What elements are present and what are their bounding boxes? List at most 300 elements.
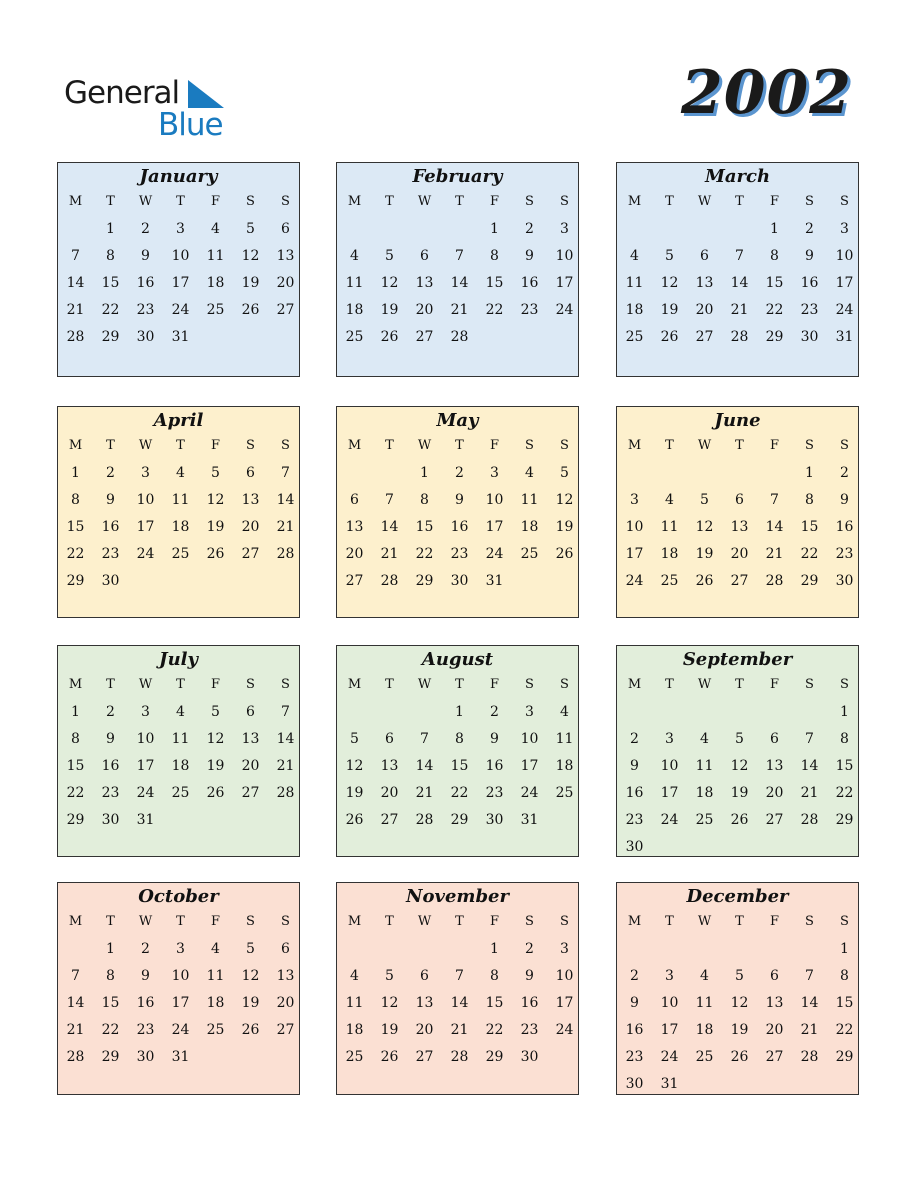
day-cell: 19 [380,302,399,318]
day-cell: 26 [241,1022,260,1038]
day-cell: 17 [625,546,644,562]
day-cell: 26 [241,302,260,318]
day-cell: 20 [276,995,295,1011]
day-cell: 17 [555,995,574,1011]
day-cell: 27 [276,1022,295,1038]
day-cell: 2 [525,221,534,237]
day-cell: 30 [625,1076,644,1092]
month-may [336,406,579,618]
day-cell: 18 [520,519,539,535]
weekday-label: T [106,438,115,453]
day-cell: 6 [770,731,779,747]
day-cell: 27 [380,812,399,828]
weekday-label: M [68,194,83,209]
day-cell: 15 [800,519,819,535]
day-cell: 20 [695,302,714,318]
day-cell: 27 [730,573,749,589]
day-cell: 3 [630,492,639,508]
weekday-label: S [805,914,814,929]
day-cell: 15 [835,758,854,774]
month-name: February [412,166,503,187]
weekday-label: S [840,914,849,929]
day-cell: 1 [770,221,779,237]
day-cell: 3 [560,941,569,957]
weekday-label: W [697,914,712,929]
day-cell: 24 [660,812,679,828]
month-july [57,645,300,857]
day-cell: 28 [276,546,295,562]
day-cell: 19 [555,519,574,535]
weekday-label: T [735,677,744,692]
day-cell: 29 [450,812,469,828]
day-cell: 7 [385,492,394,508]
day-cell: 10 [136,492,155,508]
weekday-label: W [138,914,153,929]
day-cell: 23 [800,302,819,318]
day-cell: 20 [765,1022,784,1038]
day-cell: 14 [66,275,85,291]
day-cell: 1 [490,221,499,237]
day-cell: 26 [660,329,679,345]
weekday-label: F [210,438,221,453]
weekday-label: S [525,194,534,209]
day-cell: 21 [276,519,295,535]
day-cell: 5 [700,492,709,508]
day-cell: 5 [211,465,220,481]
day-cell: 4 [350,968,359,984]
day-cell: 6 [246,465,255,481]
month-february [336,162,579,377]
day-cell: 4 [560,704,569,720]
month-name: March [704,166,771,187]
weekday-label: T [106,677,115,692]
weekday-label: S [525,438,534,453]
day-cell: 30 [101,573,120,589]
weekday-label: S [840,194,849,209]
day-cell: 1 [106,941,115,957]
day-cell: 25 [695,1049,714,1065]
day-cell: 25 [695,812,714,828]
weekday-label: M [347,438,362,453]
weekday-label: S [805,438,814,453]
weekday-label: F [210,914,221,929]
day-cell: 4 [525,465,534,481]
day-cell: 5 [735,731,744,747]
day-cell: 14 [415,758,434,774]
day-cell: 30 [800,329,819,345]
day-cell: 28 [730,329,749,345]
weekday-label: S [560,438,569,453]
weekday-label: S [281,677,290,692]
day-cell: 29 [800,573,819,589]
day-cell: 2 [525,941,534,957]
day-cell: 29 [835,1049,854,1065]
weekday-label: S [246,914,255,929]
day-cell: 13 [765,995,784,1011]
weekday-label: F [489,914,500,929]
day-cell: 27 [276,302,295,318]
day-cell: 7 [770,492,779,508]
day-cell: 9 [805,248,814,264]
day-cell: 10 [171,968,190,984]
day-cell: 9 [840,492,849,508]
day-cell: 31 [835,329,854,345]
day-cell: 2 [455,465,464,481]
day-cell: 6 [246,704,255,720]
day-cell: 10 [625,519,644,535]
logo-word-general: General [64,75,180,111]
day-cell: 23 [625,1049,644,1065]
day-cell: 9 [630,995,639,1011]
day-cell: 3 [525,704,534,720]
month-june [616,406,859,618]
day-cell: 10 [555,968,574,984]
day-cell: 29 [66,812,85,828]
day-cell: 2 [805,221,814,237]
day-cell: 1 [106,221,115,237]
day-cell: 10 [520,731,539,747]
weekday-label: F [769,438,780,453]
weekday-label: F [210,194,221,209]
day-cell: 8 [490,248,499,264]
day-cell: 31 [520,812,539,828]
day-cell: 18 [695,785,714,801]
weekday-label: M [627,438,642,453]
day-cell: 14 [66,995,85,1011]
day-cell: 22 [101,302,120,318]
day-cell: 28 [415,812,434,828]
day-cell: 28 [66,329,85,345]
month-january [57,162,300,377]
day-cell: 18 [171,758,190,774]
weekday-label: F [769,194,780,209]
day-cell: 12 [660,275,679,291]
day-cell: 7 [281,704,290,720]
day-cell: 18 [171,519,190,535]
day-cell: 2 [630,731,639,747]
day-cell: 3 [490,465,499,481]
day-cell: 28 [380,573,399,589]
day-cell: 22 [415,546,434,562]
day-cell: 25 [625,329,644,345]
day-cell: 13 [241,492,260,508]
day-cell: 26 [555,546,574,562]
weekday-label: W [697,677,712,692]
weekday-label: F [489,677,500,692]
weekday-label: S [281,194,290,209]
day-cell: 21 [415,785,434,801]
day-cell: 5 [385,248,394,264]
day-cell: 1 [805,465,814,481]
weekday-label: T [176,438,185,453]
day-cell: 2 [630,968,639,984]
day-cell: 26 [380,1049,399,1065]
day-cell: 7 [420,731,429,747]
day-cell: 12 [241,968,260,984]
day-cell: 4 [700,968,709,984]
day-cell: 6 [770,968,779,984]
day-cell: 15 [66,758,85,774]
day-cell: 13 [695,275,714,291]
day-cell: 13 [730,519,749,535]
day-cell: 12 [730,758,749,774]
day-cell: 15 [485,275,504,291]
day-cell: 13 [415,275,434,291]
day-cell: 26 [206,785,225,801]
day-cell: 19 [660,302,679,318]
day-cell: 16 [625,1022,644,1038]
day-cell: 7 [805,731,814,747]
day-cell: 25 [345,1049,364,1065]
weekday-label: M [627,914,642,929]
day-cell: 15 [485,995,504,1011]
day-cell: 17 [520,758,539,774]
day-cell: 3 [141,465,150,481]
day-cell: 14 [450,995,469,1011]
day-cell: 28 [800,1049,819,1065]
day-cell: 3 [665,968,674,984]
month-name: November [406,886,509,907]
month-march [616,162,859,377]
day-cell: 30 [450,573,469,589]
day-cell: 29 [485,1049,504,1065]
day-cell: 8 [770,248,779,264]
day-cell: 13 [380,758,399,774]
day-cell: 27 [241,546,260,562]
day-cell: 20 [241,758,260,774]
day-cell: 2 [141,221,150,237]
day-cell: 13 [345,519,364,535]
day-cell: 22 [765,302,784,318]
weekday-label: S [246,194,255,209]
weekday-label: S [525,914,534,929]
day-cell: 12 [730,995,749,1011]
day-cell: 22 [66,546,85,562]
day-cell: 23 [136,1022,155,1038]
day-cell: 9 [141,968,150,984]
month-september [616,645,859,857]
day-cell: 20 [730,546,749,562]
day-cell: 24 [171,1022,190,1038]
day-cell: 19 [206,758,225,774]
day-cell: 4 [211,221,220,237]
month-name: June [714,410,761,431]
day-cell: 24 [171,302,190,318]
day-cell: 31 [171,1049,190,1065]
day-cell: 13 [276,248,295,264]
day-cell: 28 [450,1049,469,1065]
day-cell: 23 [450,546,469,562]
day-cell: 10 [660,758,679,774]
day-cell: 4 [211,941,220,957]
day-cell: 17 [660,785,679,801]
day-cell: 1 [490,941,499,957]
day-cell: 12 [380,995,399,1011]
day-cell: 16 [835,519,854,535]
day-cell: 4 [350,248,359,264]
day-cell: 19 [730,1022,749,1038]
day-cell: 8 [840,731,849,747]
day-cell: 21 [450,1022,469,1038]
day-cell: 23 [101,785,120,801]
day-cell: 25 [520,546,539,562]
month-december [616,882,859,1095]
weekday-label: T [665,194,674,209]
day-cell: 30 [136,1049,155,1065]
day-cell: 6 [420,248,429,264]
month-november [336,882,579,1095]
day-cell: 30 [136,329,155,345]
day-cell: 26 [730,1049,749,1065]
day-cell: 23 [520,1022,539,1038]
day-cell: 17 [136,758,155,774]
day-cell: 16 [101,758,120,774]
day-cell: 18 [555,758,574,774]
day-cell: 5 [246,941,255,957]
day-cell: 9 [525,968,534,984]
day-cell: 1 [455,704,464,720]
day-cell: 30 [101,812,120,828]
day-cell: 18 [345,302,364,318]
weekday-label: W [417,194,432,209]
day-cell: 12 [206,492,225,508]
day-cell: 9 [630,758,639,774]
weekday-label: S [805,194,814,209]
day-cell: 15 [765,275,784,291]
day-cell: 5 [246,221,255,237]
day-cell: 12 [695,519,714,535]
day-cell: 26 [206,546,225,562]
weekday-label: M [68,914,83,929]
weekday-label: T [176,914,185,929]
weekday-label: T [385,194,394,209]
day-cell: 16 [520,995,539,1011]
weekday-label: T [455,677,464,692]
weekday-label: F [769,677,780,692]
day-cell: 20 [276,275,295,291]
day-cell: 7 [281,465,290,481]
day-cell: 8 [805,492,814,508]
day-cell: 25 [171,546,190,562]
weekday-label: W [138,438,153,453]
day-cell: 25 [206,1022,225,1038]
day-cell: 27 [241,785,260,801]
weekday-label: M [347,914,362,929]
day-cell: 20 [765,785,784,801]
day-cell: 22 [101,1022,120,1038]
day-cell: 19 [241,275,260,291]
day-cell: 3 [665,731,674,747]
day-cell: 27 [415,329,434,345]
weekday-label: T [455,438,464,453]
day-cell: 7 [71,248,80,264]
day-cell: 17 [171,275,190,291]
month-october [57,882,300,1095]
day-cell: 2 [106,704,115,720]
day-cell: 9 [490,731,499,747]
day-cell: 17 [485,519,504,535]
day-cell: 20 [415,302,434,318]
day-cell: 9 [455,492,464,508]
day-cell: 8 [455,731,464,747]
day-cell: 12 [345,758,364,774]
day-cell: 17 [136,519,155,535]
day-cell: 25 [555,785,574,801]
day-cell: 26 [380,329,399,345]
day-cell: 29 [835,812,854,828]
day-cell: 9 [141,248,150,264]
day-cell: 11 [625,275,644,291]
day-cell: 11 [695,995,714,1011]
weekday-label: S [805,677,814,692]
day-cell: 8 [420,492,429,508]
day-cell: 4 [665,492,674,508]
day-cell: 22 [450,785,469,801]
day-cell: 21 [380,546,399,562]
weekday-label: M [627,677,642,692]
day-cell: 4 [630,248,639,264]
weekday-label: T [385,677,394,692]
day-cell: 16 [101,519,120,535]
weekday-label: W [138,677,153,692]
day-cell: 13 [415,995,434,1011]
day-cell: 18 [206,275,225,291]
month-name: April [153,410,204,431]
day-cell: 22 [835,785,854,801]
day-cell: 13 [765,758,784,774]
day-cell: 27 [695,329,714,345]
weekday-label: M [347,194,362,209]
day-cell: 5 [211,704,220,720]
day-cell: 21 [800,785,819,801]
day-cell: 29 [66,573,85,589]
weekday-label: S [840,438,849,453]
day-cell: 16 [520,275,539,291]
day-cell: 15 [450,758,469,774]
day-cell: 31 [171,329,190,345]
day-cell: 25 [660,573,679,589]
day-cell: 9 [106,731,115,747]
day-cell: 26 [345,812,364,828]
day-cell: 22 [485,302,504,318]
weekday-label: S [840,677,849,692]
day-cell: 24 [136,546,155,562]
day-cell: 17 [835,275,854,291]
weekday-label: F [769,914,780,929]
day-cell: 8 [71,731,80,747]
month-name: September [682,649,793,670]
day-cell: 24 [660,1049,679,1065]
day-cell: 19 [380,1022,399,1038]
day-cell: 27 [765,1049,784,1065]
day-cell: 30 [835,573,854,589]
day-cell: 8 [490,968,499,984]
day-cell: 5 [665,248,674,264]
day-cell: 16 [450,519,469,535]
day-cell: 21 [450,302,469,318]
day-cell: 15 [101,275,120,291]
day-cell: 11 [660,519,679,535]
day-cell: 14 [730,275,749,291]
day-cell: 24 [625,573,644,589]
day-cell: 23 [485,785,504,801]
weekday-label: F [489,194,500,209]
day-cell: 20 [415,1022,434,1038]
day-cell: 16 [136,995,155,1011]
day-cell: 3 [176,941,185,957]
day-cell: 4 [176,465,185,481]
day-cell: 14 [276,731,295,747]
